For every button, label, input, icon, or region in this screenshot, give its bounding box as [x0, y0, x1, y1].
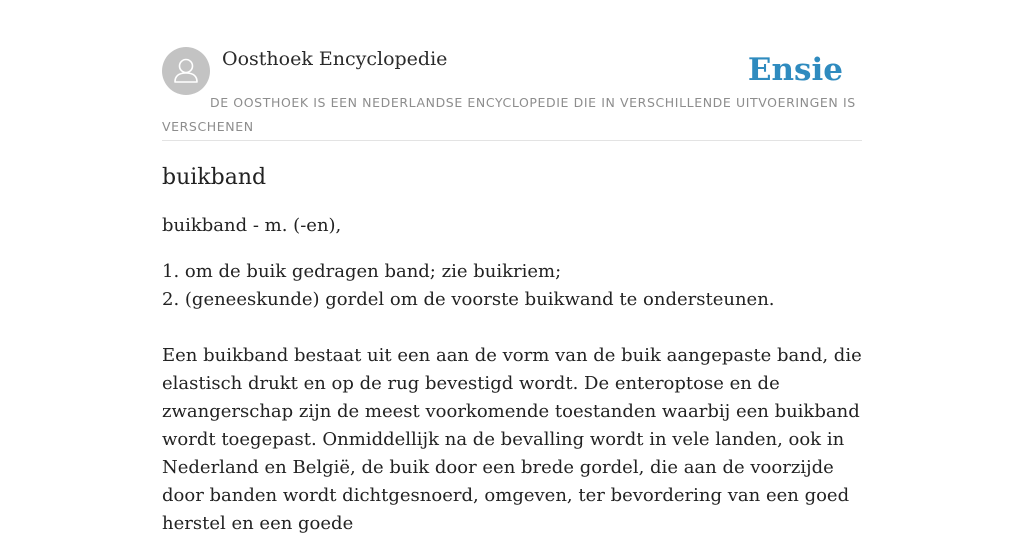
definition-list — [162, 258, 872, 314]
page-title: buikband — [162, 165, 267, 190]
article-content — [162, 160, 872, 538]
ensie-logo[interactable]: Ensie — [747, 52, 843, 88]
author-description: DE OOSTHOEK IS EEN NEDERLANDSE ENCYCLOPEDIE DIE IN VERSCHILLENDE UITVOERINGEN IS VERSCHENEN — [162, 95, 856, 134]
definition-item: 1. om de buik gedragen band; zie buikriem; — [162, 261, 562, 282]
definition-item: 2. (geneeskunde) gordel om de voorste buikwand te ondersteunen. — [162, 289, 775, 310]
author-name-link[interactable]: Oosthoek Encyclopedie — [222, 48, 448, 70]
user-avatar-icon — [162, 47, 210, 95]
author-avatar[interactable] — [162, 47, 210, 95]
article-body-paragraph: Een buikband bestaat uit een aan de vorm van de buik aangepaste band, die elastisch drukt en op de rug bevestigd wordt. De enteroptose en de zwangerschap zijn de meest voorkomende toestanden waarbij een buikband wordt toegepast. Onmiddellijk na de bevalling wordt in vele landen, ook in Nederland en België, de buik door een brede gordel, die aan de voorzijde door banden wordt dichtgesnoerd, omgeven, ter bevordering van een goed herstel en een goede — [162, 345, 862, 534]
page-header — [162, 46, 862, 141]
headword-line: buikband - m. (-en), — [162, 215, 342, 236]
